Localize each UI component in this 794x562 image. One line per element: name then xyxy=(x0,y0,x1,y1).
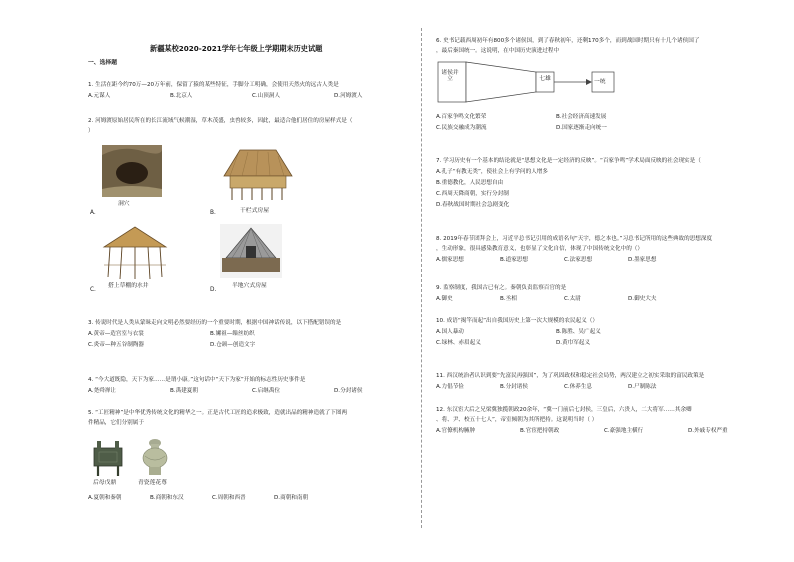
question-10: 10. 成语“揭竿而起”出自我国历史上第一次大规模的农民起义（） xyxy=(436,318,598,324)
q6-option-b: B.社会经济高速发展 xyxy=(556,114,607,120)
celadon-lotus-vessel-image xyxy=(140,436,170,478)
q2-letter-d: D. xyxy=(210,287,217,293)
page-title: 新疆某校2020-2021学年七年级上学期期末历史试题 xyxy=(150,44,323,53)
q9-option-d: D.御史大夫 xyxy=(628,296,657,302)
question-11: 11. 西汉统治者认识到要“先富民再强国”，为了巩固政权和稳定社会局势，两汉建立之初实采取的富民政策是 xyxy=(436,373,705,379)
q5-option-d: D.商朝和南朝 xyxy=(274,495,309,501)
question-6: 6. 史书记载西周初年有800多个诸侯国，到了春秋初年，还剩170多个，而到战国时期只有十几个诸侯国了 xyxy=(436,38,700,44)
question-12-cont: 、将、尹、校五十七人”，帝室倾朝为其所把持。这说明当时（ ） xyxy=(436,417,598,423)
q8-option-a: A.儒家思想 xyxy=(436,257,464,263)
q4-option-b: B.禹建夏朝 xyxy=(170,388,198,394)
q11-option-a: A.力倡节俭 xyxy=(436,384,464,390)
q3-option-d: D.仓颉—创造文字 xyxy=(210,342,256,348)
diagram-label-1: 诸侯并立 xyxy=(441,70,459,83)
stilt-house-image xyxy=(218,146,296,202)
q12-option-c: C.豪强地主横行 xyxy=(604,428,644,434)
section-heading: 一、选择题 xyxy=(88,60,117,66)
q2-caption-c: 搭上草棚的水井 xyxy=(108,283,149,289)
q5-option-a: A.夏朝和秦朝 xyxy=(88,495,122,501)
q12-option-b: B.官宦把持朝政 xyxy=(520,428,560,434)
question-3: 3. 传说时代是人类从蒙昧走向文明必然要经历的一个重要时期，根据中国神话传说，以下搭配错误的是 xyxy=(88,320,342,326)
q6-option-d: D.国家逐渐走向统一 xyxy=(556,125,607,131)
diagram-label-2: 七雄 xyxy=(539,76,551,82)
question-1: 1. 生活在距今约70万—20万年前，保留了猿的某些特征，手脚分工明确，会使用天然火的远古人类是 xyxy=(88,82,339,88)
question-5: 5. “工匠精神”是中华优秀传统文化的精华之一。正是古代工匠的追求极致，造就出品的精神造就了下图两 xyxy=(88,410,348,416)
q8-option-d: D.墨家思想 xyxy=(628,257,657,263)
q8-option-b: B.道家思想 xyxy=(500,257,528,263)
bronze-ding-image xyxy=(88,438,128,478)
q7-option-d: D.春秋战国时期社会急剧变化 xyxy=(436,202,510,208)
question-2: 2. 河姆渡原始居民所在的长江流域气候潮湿，草木茂盛，虫兽较多，因此，最适合他们居住的房屋样式是（ xyxy=(88,118,353,124)
q3-option-b: B.嫘祖—缫丝纺织 xyxy=(210,331,255,337)
q9-option-a: A.御史 xyxy=(436,296,453,302)
q11-option-c: C.休养生息 xyxy=(564,384,593,390)
q12-option-a: A.官僚机构臃肿 xyxy=(436,428,476,434)
q9-option-b: B.丞相 xyxy=(500,296,517,302)
q3-option-a: A.黄帝—造宫室与衣裳 xyxy=(88,331,144,337)
column-divider xyxy=(421,28,422,528)
q1-option-d: D.河姆渡人 xyxy=(334,93,363,99)
question-2-cont: ） xyxy=(88,128,94,134)
semi-underground-house-image xyxy=(220,224,282,278)
q4-option-a: A.尧舜禅让 xyxy=(88,388,116,394)
diagram-label-3: 一统 xyxy=(594,79,606,85)
q2-caption-d: 半地穴式房屋 xyxy=(232,283,267,289)
q11-option-d: D.尸制陈法 xyxy=(628,384,657,390)
q11-option-b: B.分封诸侯 xyxy=(500,384,528,390)
q6-option-a: A.百家争鸣文化繁荣 xyxy=(436,114,487,120)
cave-image xyxy=(102,145,162,197)
q7-option-a: A.孔子“有教无类”，使社会上有学问的人增多 xyxy=(436,169,548,175)
q5-option-b: B.商朝和东汉 xyxy=(150,495,184,501)
q2-caption-a: 洞穴 xyxy=(118,201,130,207)
q2-letter-a: A. xyxy=(90,210,96,216)
q9-option-c: C.太尉 xyxy=(564,296,581,302)
q6-option-c: C.民族交融成为潮流 xyxy=(436,125,487,131)
unification-diagram xyxy=(436,58,616,108)
question-12: 12. 东汉宦大后之兄梁冀独揽朝政20余年，“冀一门前后七封侯，三皇后，六贵人，二大将军……其余卿 xyxy=(436,407,692,413)
q10-option-b: B.陈胜、吴广起义 xyxy=(556,329,601,335)
q4-option-d: D.分封诸侯 xyxy=(334,388,363,394)
q3-option-c: C.炎帝—种五谷制陶器 xyxy=(88,342,145,348)
q7-option-c: C.西周天降商朝，实行分封制 xyxy=(436,191,509,197)
q5-caption-1: 后母戊鼎 xyxy=(93,480,117,486)
q2-letter-c: C. xyxy=(90,287,96,293)
question-7: 7. 学习历史有一个基本的结论就是“思想文化是一定经济的反映”。“百家争鸣”学术局面反映的社会现实是（ xyxy=(436,158,701,164)
q1-option-a: A.元谋人 xyxy=(88,93,111,99)
q2-caption-b: 干栏式房屋 xyxy=(240,208,269,214)
question-9: 9. 监察制度，我国古已有之。秦朝负责监察百官的是 xyxy=(436,285,567,291)
question-8-cont: ，生动形象，很具感染教育意义，也彰显了文化自信，体现了中国传统文化中的（） xyxy=(436,246,643,252)
q2-letter-b: B. xyxy=(210,210,216,216)
question-5-cont: 件精品，它们分别属于 xyxy=(88,420,144,426)
q10-option-c: C.绿林、赤眉起义 xyxy=(436,340,481,346)
question-6-cont: ，最后秦国统一。这说明，在中国历史演进过程中 xyxy=(436,48,560,54)
thatched-well-image xyxy=(100,225,170,281)
q4-option-c: C.启继禹位 xyxy=(252,388,281,394)
q1-option-c: C.山顶洞人 xyxy=(252,93,281,99)
q1-option-b: B.北京人 xyxy=(170,93,193,99)
q10-option-d: D.黄巾军起义 xyxy=(556,340,591,346)
question-8: 8. 2019年春节团拜会上，习近平总书记引用的成语名句“天宇，德之本也。”习总书记所用的这些典故的思想深度 xyxy=(436,236,713,242)
q12-option-d: D.外戚专权严重 xyxy=(688,428,728,434)
q10-option-a: A.国人暴动 xyxy=(436,329,464,335)
q7-option-b: B.重德教化，人民思想自由 xyxy=(436,180,504,186)
question-4: 4. “今大道既隐，天下为家……是谓小康。”这句话中“天下为家”开始的标志性历史事件是 xyxy=(88,377,306,383)
q8-option-c: C.法家思想 xyxy=(564,257,593,263)
q5-option-c: C.周朝和西晋 xyxy=(212,495,246,501)
q5-caption-2: 青瓷莲花尊 xyxy=(138,480,167,486)
